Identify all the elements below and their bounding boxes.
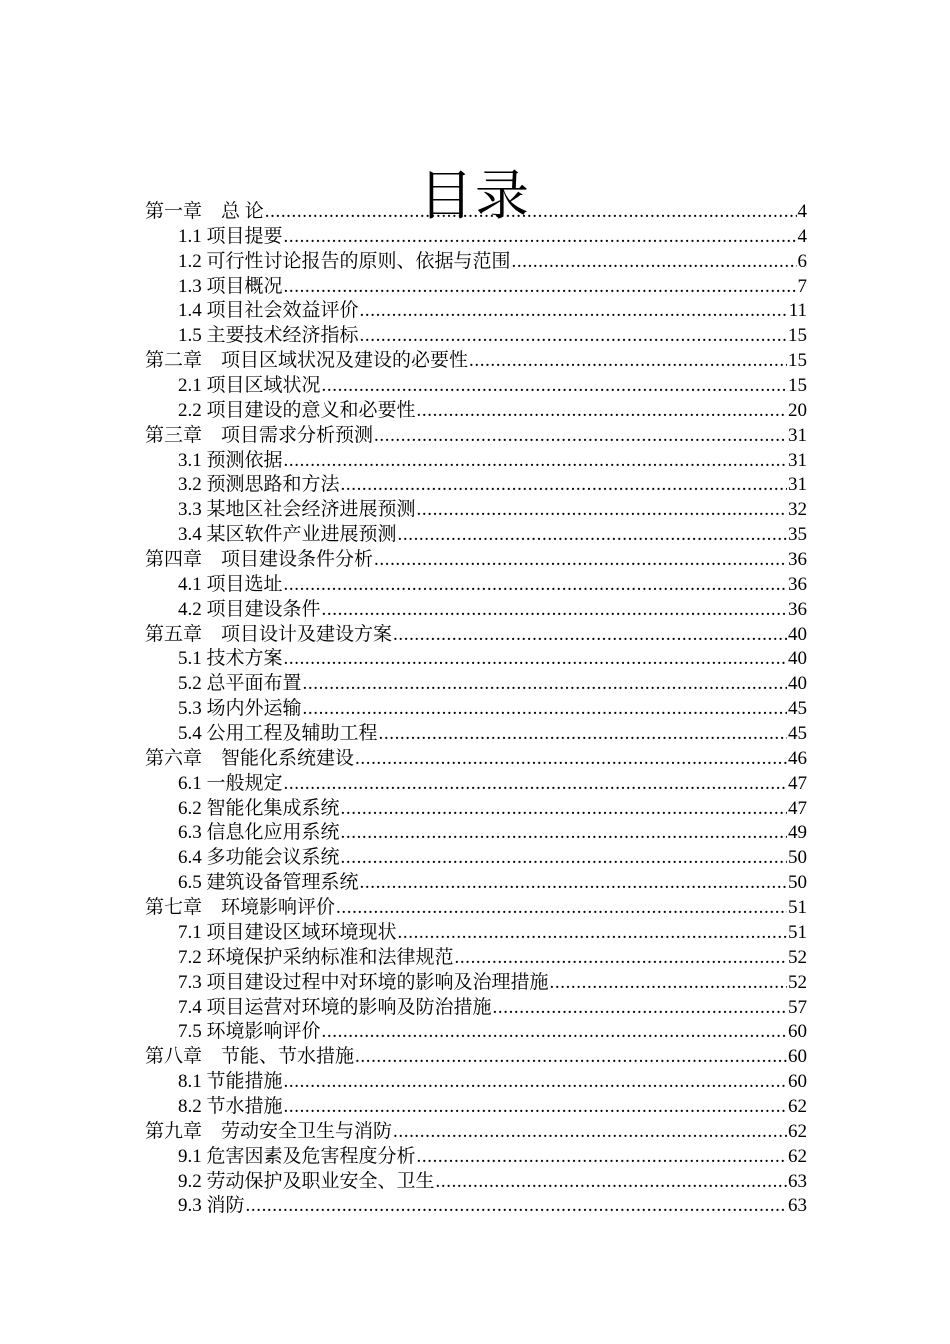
toc-entry-label: 1.5 主要技术经济指标 [178, 325, 359, 347]
toc-entry-label: 6.1 一般规定 [178, 772, 283, 794]
toc-page-number: 46 [788, 747, 807, 769]
toc-page-number: 47 [788, 772, 807, 794]
toc-dot-leader [417, 1145, 787, 1170]
toc-entry-label: 9.2 劳动保护及职业安全、卫生 [178, 1170, 435, 1192]
toc-page-number: 11 [788, 300, 807, 322]
toc-page-number: 51 [788, 921, 807, 943]
toc-dot-leader [393, 623, 787, 648]
toc-dot-leader [360, 299, 788, 324]
toc-page-number: 4 [797, 201, 807, 222]
toc-dot-leader [284, 1070, 787, 1095]
toc-section-entry[interactable] [145, 946, 807, 971]
toc-page-number: 7 [797, 275, 807, 297]
toc-dot-leader [455, 946, 787, 971]
toc-section-entry[interactable] [145, 1170, 807, 1195]
toc-chapter-entry[interactable] [145, 1045, 807, 1070]
toc-page-number: 60 [788, 1071, 807, 1093]
toc-section-entry[interactable] [145, 772, 807, 797]
toc-page-number: 32 [788, 499, 807, 521]
toc-section-entry[interactable] [145, 722, 807, 747]
toc-section-entry[interactable] [145, 1095, 807, 1120]
toc-page-number: 36 [788, 549, 807, 571]
toc-section-entry[interactable] [145, 299, 807, 324]
toc-page-number: 47 [788, 797, 807, 819]
toc-section-entry[interactable] [145, 449, 807, 474]
toc-page-number: 36 [788, 598, 807, 620]
toc-dot-leader [550, 971, 787, 996]
toc-section-entry[interactable] [145, 697, 807, 722]
toc-dot-leader [341, 846, 787, 871]
toc-section-entry[interactable] [145, 871, 807, 896]
toc-page-number: 62 [788, 1145, 807, 1167]
toc-section-entry[interactable] [145, 250, 807, 275]
toc-dot-leader [379, 722, 787, 747]
toc-page-number: 15 [788, 325, 807, 347]
toc-page-number: 57 [788, 996, 807, 1018]
toc-page-number: 31 [788, 449, 807, 471]
toc-entry-label: 7.5 环境影响评价 [178, 1021, 321, 1043]
toc-entry-label: 9.1 危害因素及危害程度分析 [178, 1145, 416, 1167]
toc-entry-label: 6.5 建筑设备管理系统 [178, 872, 359, 894]
toc-entry-label: 2.2 项目建设的意义和必要性 [178, 399, 416, 421]
toc-page-number: 63 [788, 1170, 807, 1192]
toc-page-number: 36 [788, 573, 807, 595]
toc-entry-label: 5.2 总平面布置 [178, 673, 302, 695]
toc-dot-leader [512, 250, 797, 275]
toc-page-number: 52 [788, 971, 807, 993]
toc-dot-leader [284, 449, 787, 474]
toc-page-number: 40 [788, 673, 807, 695]
toc-section-entry[interactable] [145, 996, 807, 1021]
toc-dot-leader [341, 797, 787, 822]
toc-page-number: 45 [788, 723, 807, 745]
toc-page-number: 31 [788, 424, 807, 446]
toc-chapter-entry[interactable] [145, 548, 807, 573]
toc-entry-label: 4.2 项目建设条件 [178, 598, 321, 620]
toc-section-entry[interactable] [145, 647, 807, 672]
toc-section-entry[interactable] [145, 225, 807, 250]
toc-chapter-entry[interactable] [145, 896, 807, 921]
toc-entry-label: 5.4 公用工程及辅助工程 [178, 723, 378, 745]
toc-section-entry[interactable] [145, 821, 807, 846]
toc-section-entry[interactable] [145, 921, 807, 946]
toc-page-number: 62 [788, 1120, 807, 1142]
toc-dot-leader [374, 548, 787, 573]
toc-entry-label: 3.3 某地区社会经济进展预测 [178, 499, 416, 521]
toc-section-entry[interactable] [145, 275, 807, 300]
toc-dot-leader [417, 498, 787, 523]
toc-section-entry[interactable] [145, 1070, 807, 1095]
toc-page-number: 63 [788, 1195, 807, 1217]
toc-page-number: 20 [788, 399, 807, 421]
toc-page-number: 50 [788, 872, 807, 894]
toc-dot-leader [284, 225, 797, 250]
toc-page-number: 15 [788, 375, 807, 397]
toc-dot-leader [284, 573, 787, 598]
toc-dot-leader [360, 324, 787, 349]
toc-dot-leader [303, 672, 787, 697]
toc-dot-leader [341, 821, 787, 846]
toc-dot-leader [355, 747, 787, 772]
toc-dot-leader [265, 200, 797, 225]
toc-page-number: 52 [788, 946, 807, 968]
toc-entry-label: 1.1 项目提要 [178, 225, 283, 247]
toc-page-number: 40 [788, 648, 807, 670]
toc-entry-label: 第二章 项目区域状况及建设的必要性 [145, 350, 469, 372]
toc-entry-label: 第八章 节能、节水措施 [145, 1046, 355, 1068]
toc-dot-leader [284, 772, 787, 797]
toc-page-number: 15 [788, 350, 807, 372]
toc-entry-label: 1.2 可行性讨论报告的原则、依据与范围 [178, 250, 511, 272]
toc-dot-leader [284, 1095, 787, 1120]
toc-entry-label: 第六章 智能化系统建设 [145, 747, 355, 769]
toc-entry-label: 8.2 节水措施 [178, 1095, 283, 1117]
toc-section-entry[interactable] [145, 1145, 807, 1170]
toc-entry-label: 7.2 环境保护采纳标准和法律规范 [178, 946, 454, 968]
toc-entry-label: 7.1 项目建设区域环境现状 [178, 921, 397, 943]
toc-page-number: 49 [788, 822, 807, 844]
toc-dot-leader [336, 896, 787, 921]
toc-entry-label: 6.2 智能化集成系统 [178, 797, 340, 819]
toc-entry-label: 第三章 项目需求分析预测 [145, 424, 374, 446]
toc-section-entry[interactable] [145, 324, 807, 349]
toc-chapter-entry[interactable] [145, 747, 807, 772]
toc-dot-leader [417, 399, 787, 424]
toc-entry-label: 6.4 多功能会议系统 [178, 847, 340, 869]
toc-entry-label: 3.2 预测思路和方法 [178, 474, 340, 496]
toc-section-entry[interactable] [145, 374, 807, 399]
toc-page-number: 4 [797, 225, 807, 247]
toc-entry-label: 4.1 项目选址 [178, 573, 283, 595]
toc-chapter-entry[interactable] [145, 623, 807, 648]
toc-dot-leader [398, 523, 787, 548]
toc-entry-label: 6.3 信息化应用系统 [178, 822, 340, 844]
toc-dot-leader [322, 598, 787, 623]
toc-section-entry[interactable] [145, 971, 807, 996]
toc-dot-leader [322, 374, 787, 399]
toc-entry-label: 1.4 项目社会效益评价 [178, 300, 359, 322]
toc-page-number: 6 [797, 250, 807, 272]
toc-entry-label: 2.1 项目区域状况 [178, 375, 321, 397]
toc-section-entry[interactable] [145, 399, 807, 424]
toc-dot-leader [284, 275, 797, 300]
toc-chapter-entry[interactable] [145, 424, 807, 449]
toc-dot-leader [322, 1020, 787, 1045]
toc-section-entry[interactable] [145, 523, 807, 548]
toc-entry-label: 第七章 环境影响评价 [145, 897, 336, 919]
toc-page-number: 60 [788, 1046, 807, 1068]
toc-section-entry[interactable] [145, 1020, 807, 1045]
toc-dot-leader [341, 473, 787, 498]
toc-entry-label: 3.4 某区软件产业进展预测 [178, 524, 397, 546]
toc-dot-leader [436, 1170, 787, 1195]
table-of-contents [145, 200, 807, 1219]
toc-entry-label: 第一章 总 论 [145, 201, 264, 222]
toc-section-entry[interactable] [145, 672, 807, 697]
toc-dot-leader [398, 921, 787, 946]
toc-dot-leader [374, 424, 787, 449]
toc-entry-label: 9.3 消防 [178, 1195, 245, 1217]
toc-entry-label: 3.1 预测依据 [178, 449, 283, 471]
toc-page-number: 60 [788, 1021, 807, 1043]
toc-chapter-entry[interactable] [145, 1120, 807, 1145]
toc-page-number: 35 [788, 524, 807, 546]
toc-dot-leader [355, 1045, 787, 1070]
toc-section-entry[interactable] [145, 473, 807, 498]
toc-dot-leader [393, 1120, 787, 1145]
toc-section-entry[interactable] [145, 846, 807, 871]
toc-dot-leader [284, 647, 787, 672]
toc-entry-label: 7.4 项目运营对环境的影响及防治措施 [178, 996, 492, 1018]
toc-section-entry[interactable] [145, 573, 807, 598]
toc-section-entry[interactable] [145, 797, 807, 822]
toc-page-number: 62 [788, 1095, 807, 1117]
toc-entry-label: 第四章 项目建设条件分析 [145, 549, 374, 571]
toc-entry-label: 第九章 劳动安全卫生与消防 [145, 1120, 393, 1142]
toc-chapter-entry[interactable] [145, 349, 807, 374]
toc-entry-label: 8.1 节能措施 [178, 1071, 283, 1093]
toc-chapter-entry[interactable] [145, 200, 807, 225]
toc-dot-leader [303, 697, 787, 722]
toc-page-number: 45 [788, 698, 807, 720]
toc-entry-label: 1.3 项目概况 [178, 275, 283, 297]
toc-entry-label: 7.3 项目建设过程中对环境的影响及治理措施 [178, 971, 549, 993]
toc-dot-leader [246, 1194, 787, 1219]
toc-section-entry[interactable] [145, 1194, 807, 1219]
toc-section-entry[interactable] [145, 598, 807, 623]
toc-page-number: 51 [788, 897, 807, 919]
toc-section-entry[interactable] [145, 498, 807, 523]
toc-dot-leader [360, 871, 787, 896]
toc-page-number: 50 [788, 847, 807, 869]
toc-dot-leader [493, 996, 787, 1021]
toc-entry-label: 第五章 项目设计及建设方案 [145, 623, 393, 645]
toc-title: 目录 [419, 166, 531, 227]
toc-page-number: 40 [788, 623, 807, 645]
toc-entry-label: 5.1 技术方案 [178, 648, 283, 670]
toc-dot-leader [469, 349, 787, 374]
toc-entry-label: 5.3 场内外运输 [178, 698, 302, 720]
toc-page-number: 31 [788, 474, 807, 496]
